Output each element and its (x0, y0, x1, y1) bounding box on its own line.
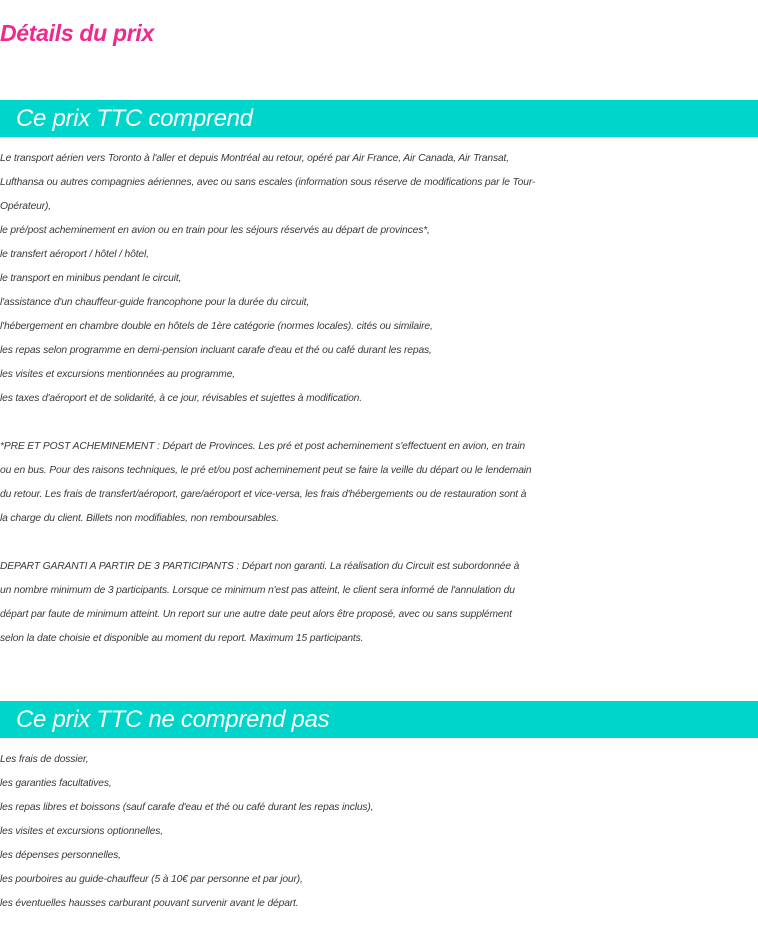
note-line: selon la date choisie et disponible au moment du report. Maximum 15 participants. (0, 633, 364, 644)
note-line: la charge du client. Billets non modifiables, non remboursables. (0, 513, 279, 524)
list-item: le transport en minibus pendant le circuit, (0, 273, 182, 284)
list-item: les pourboires au guide-chauffeur (5 à 10€ par personne et par jour), (0, 874, 303, 885)
list-item: les repas libres et boissons (sauf carafe d'eau et thé ou café durant les repas inclus), (0, 802, 374, 813)
list-item: le transfert aéroport / hôtel / hôtel, (0, 249, 149, 260)
list-item: l'hébergement en chambre double en hôtels de 1ère catégorie (normes locales). cités ou similaire, (0, 321, 433, 332)
list-item: les éventuelles hausses carburant pouvant survenir avant le départ. (0, 898, 299, 909)
note-line: DEPART GARANTI A PARTIR DE 3 PARTICIPANTS : Départ non garanti. La réalisation du Circuit est subordonnée à (0, 561, 520, 572)
list-item: Le transport aérien vers Toronto à l'aller et depuis Montréal au retour, opéré par Air France, Air Canada, Air Transat, (0, 153, 509, 164)
list-item: les visites et excursions optionnelles, (0, 826, 163, 837)
excluded-heading: Ce prix TTC ne comprend pas (0, 701, 758, 738)
included-list (0, 147, 758, 411)
acheminement-note (0, 435, 758, 531)
note-line: *PRE ET POST ACHEMINEMENT : Départ de Provinces. Les pré et post acheminement s'effectuent en avion, en train (0, 441, 525, 452)
list-item: les taxes d'aéroport et de solidarité, à ce jour, révisables et sujettes à modification. (0, 393, 362, 404)
list-item: l'assistance d'un chauffeur-guide francophone pour la durée du circuit, (0, 297, 310, 308)
list-item: Opérateur), (0, 201, 52, 212)
list-item: le pré/post acheminement en avion ou en train pour les séjours réservés au départ de provinces*, (0, 225, 430, 236)
note-line: départ par faute de minimum atteint. Un report sur une autre date peut alors être proposé, avec ou sans supplément (0, 609, 512, 620)
page-title: Détails du prix (0, 20, 154, 46)
included-heading: Ce prix TTC comprend (0, 100, 758, 137)
list-item: les visites et excursions mentionnées au programme, (0, 369, 236, 380)
note-line: ou en bus. Pour des raisons techniques, le pré et/ou post acheminement peut se faire la veille du départ ou le lendemain (0, 465, 532, 476)
list-item: les dépenses personnelles, (0, 850, 121, 861)
list-item: les garanties facultatives, (0, 778, 112, 789)
note-line: un nombre minimum de 3 participants. Lorsque ce minimum n'est pas atteint, le client sera informé de l'annulation du (0, 585, 515, 596)
list-item: Les frais de dossier, (0, 754, 89, 765)
depart-garanti-note (0, 555, 758, 651)
excluded-list (0, 748, 758, 916)
list-item: Lufthansa ou autres compagnies aériennes, avec ou sans escales (information sous réserve de modifications par le Tour- (0, 177, 536, 188)
list-item: les repas selon programme en demi-pension incluant carafe d'eau et thé ou café durant les repas, (0, 345, 432, 356)
note-line: du retour. Les frais de transfert/aéroport, gare/aéroport et vice-versa, les frais d'hébergements ou de restauration sont à (0, 489, 527, 500)
